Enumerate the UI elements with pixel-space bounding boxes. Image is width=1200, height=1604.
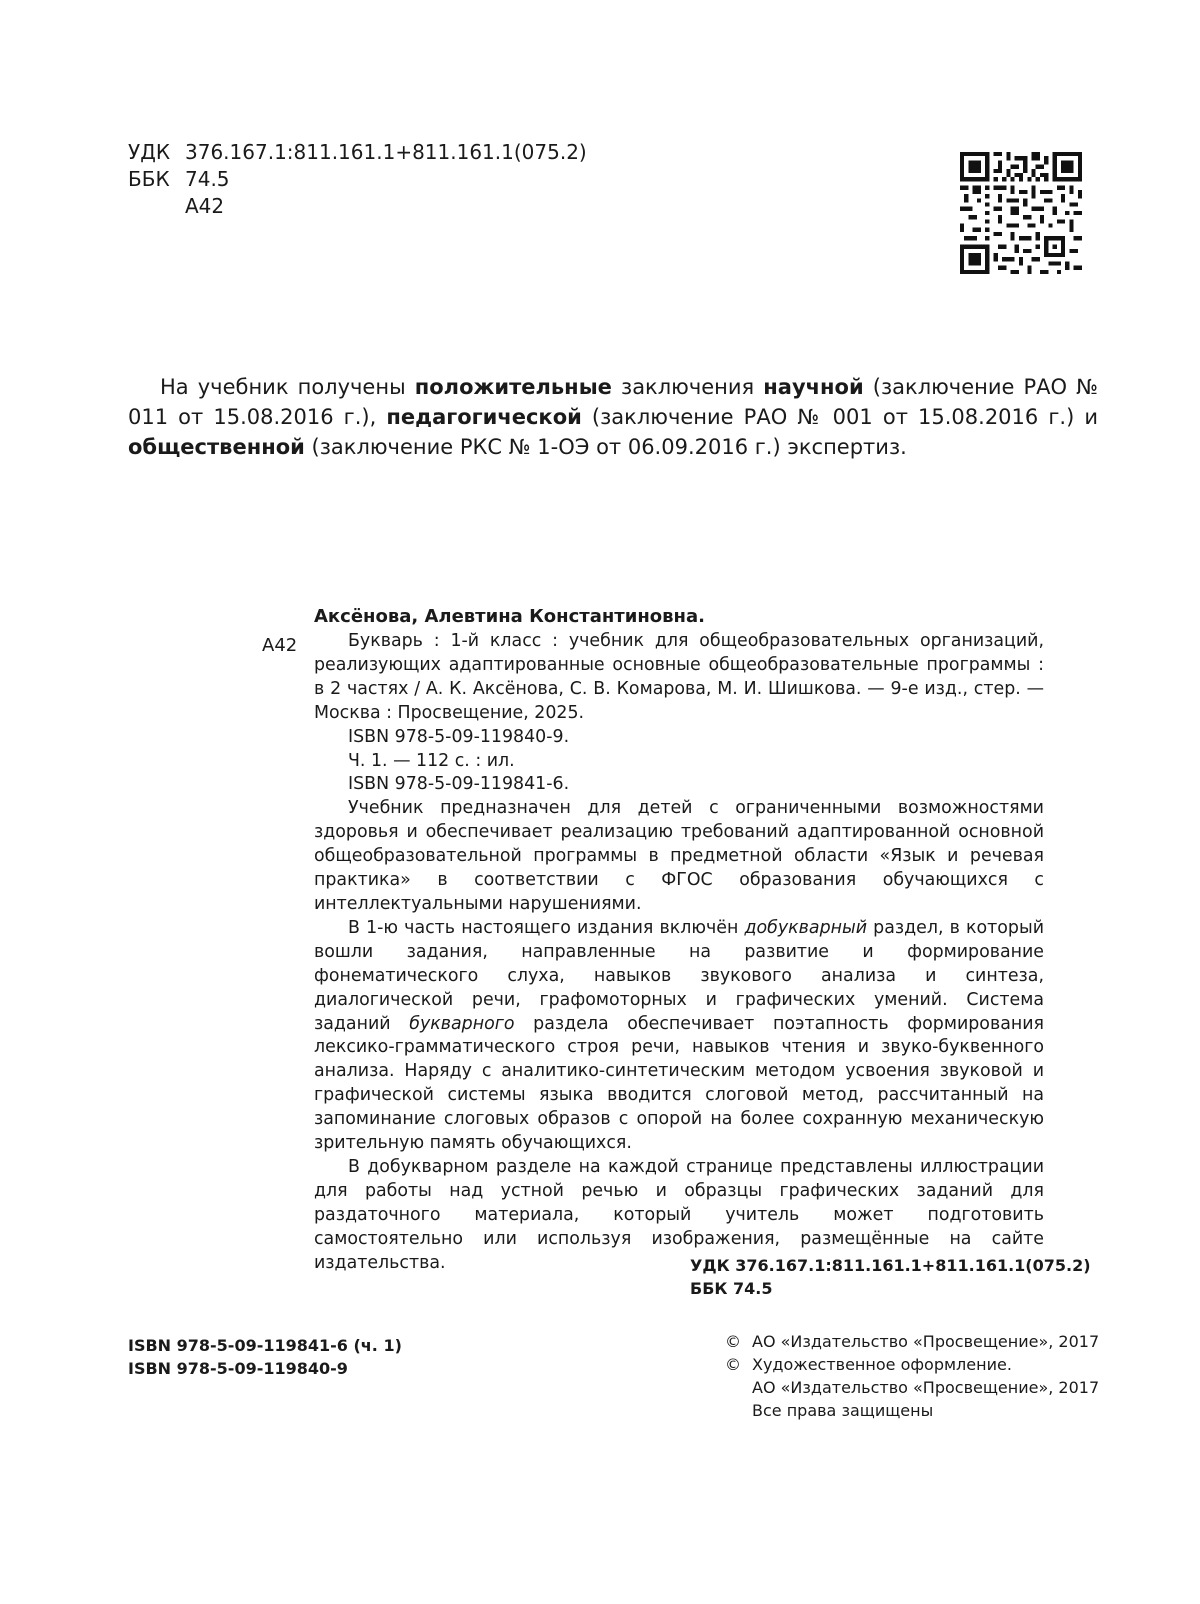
- udk-footer: УДК 376.167.1:811.161.1+811.161.1(075.2): [690, 1256, 1091, 1275]
- annotation-paragraph-3: В добукварном разделе на каждой странице представлены иллюстрации для работы над устной речью и образцы графических заданий для раздаточного материала, который учитель может подготовить самостоятельно или используя изображения, размещённые на сайте издательства.: [314, 1156, 1044, 1273]
- para2-italic-2: букварного: [409, 1013, 515, 1034]
- expertise-text-1: На учебник получены: [160, 375, 415, 399]
- annotation-paragraph-1: Учебник предназначен для детей с ограниченными возможностями здоровья и обеспечивает реализацию требований адаптированной основной общеобразовательной программы в предметной области «Язык и речевая практика» в соответствии с ФГОС образования обучающихся с интеллектуальными нарушениями.: [314, 798, 1044, 914]
- bbk-row: [128, 166, 587, 193]
- para2-italic-1: добукварный: [744, 917, 868, 938]
- author-mark-top: А42: [185, 194, 225, 218]
- expertise-pedagogical: педагогической: [386, 405, 582, 429]
- copyright-row-3: АО «Издательство «Просвещение», 2017: [752, 1378, 1100, 1397]
- copyright-line-2: Художественное оформление.: [752, 1355, 1012, 1374]
- para2-prefix: В 1-ю часть настоящего издания включён: [348, 917, 745, 938]
- qr-code-icon[interactable]: [960, 152, 1082, 274]
- isbn-line-1: ISBN 978-5-09-119841-6 (ч. 1): [128, 1336, 402, 1355]
- expertise-text-3: (заключение РАО № 011 от 15.08.2016 г.),: [128, 375, 1098, 429]
- copyright-block: [725, 1330, 1100, 1422]
- part-info: Ч. 1. — 112 с. : ил.: [348, 750, 515, 771]
- isbn-block: [128, 1334, 402, 1380]
- expertise-statement: [128, 372, 1098, 462]
- udk-label: УДК: [128, 140, 171, 164]
- copyright-row-2: [725, 1353, 1099, 1376]
- copyright-icon: ©: [725, 1355, 741, 1374]
- udk-row: [128, 139, 587, 166]
- book-description: Букварь : 1-й класс : учебник для общеобразовательных организаций, реализующих адаптированные основные общеобразовательные программы : в 2 частях / А. К. Аксёнова, С. В. Комарова, М. И. Шишкова. — 9-е изд., стер. — Москва : Просвещение, 2025.: [314, 631, 1044, 723]
- para2-middle: раздел, в который вошли задания, направленные на развитие и формирование фонематического слуха, навыков звукового анализа и синтеза, диалогической речи, графомоторных и графических умений. Система заданий: [314, 917, 1044, 1034]
- author-mark: А42: [262, 635, 298, 656]
- expertise-scientific: научной: [763, 375, 864, 399]
- copyright-row-4: Все права защищены: [752, 1401, 934, 1420]
- isbn-part: ISBN 978-5-09-119841-6.: [348, 774, 570, 795]
- isbn-line-2: ISBN 978-5-09-119840-9: [128, 1359, 348, 1378]
- copyright-row-1: [725, 1330, 1100, 1353]
- bbk-value: 74.5: [185, 167, 230, 191]
- annotation-paragraph-2: [314, 917, 1044, 1156]
- udk-value: 376.167.1:811.161.1+811.161.1(075.2): [185, 140, 587, 164]
- classification-header: [128, 139, 587, 220]
- expertise-text-4: (заключение РАО № 001 от 15.08.2016 г.) и: [581, 405, 1098, 429]
- expertise-text-5: (заключение РКС № 1-ОЭ от 06.09.2016 г.) экспертиз.: [304, 435, 907, 459]
- expertise-positive: положительные: [414, 375, 612, 399]
- isbn-full: ISBN 978-5-09-119840-9.: [348, 726, 570, 747]
- expertise-text-2: заключения: [611, 375, 764, 399]
- book-author: Аксёнова, Алевтина Константиновна.: [314, 606, 705, 627]
- para2-suffix: раздела обеспечивает поэтапность формирования лексико-грамматического строя речи, навыков чтения и звуко-буквенного анализа. Наряду с аналитико-синтетическим методом усвоения звуковой и графической системы языка вводится слоговой метод, рассчитанный на запоминание слоговых образов с опорой на более сохранную механическую зрительную память обучающихся.: [314, 1013, 1044, 1154]
- expertise-public: общественной: [128, 435, 305, 459]
- bibliographic-record: [314, 630, 1044, 1275]
- classification-footer: [690, 1254, 1091, 1300]
- bbk-footer: ББК 74.5: [690, 1279, 773, 1298]
- bbk-label: ББК: [128, 167, 170, 191]
- copyright-icon: ©: [725, 1332, 741, 1351]
- copyright-line-1: АО «Издательство «Просвещение», 2017: [752, 1332, 1100, 1351]
